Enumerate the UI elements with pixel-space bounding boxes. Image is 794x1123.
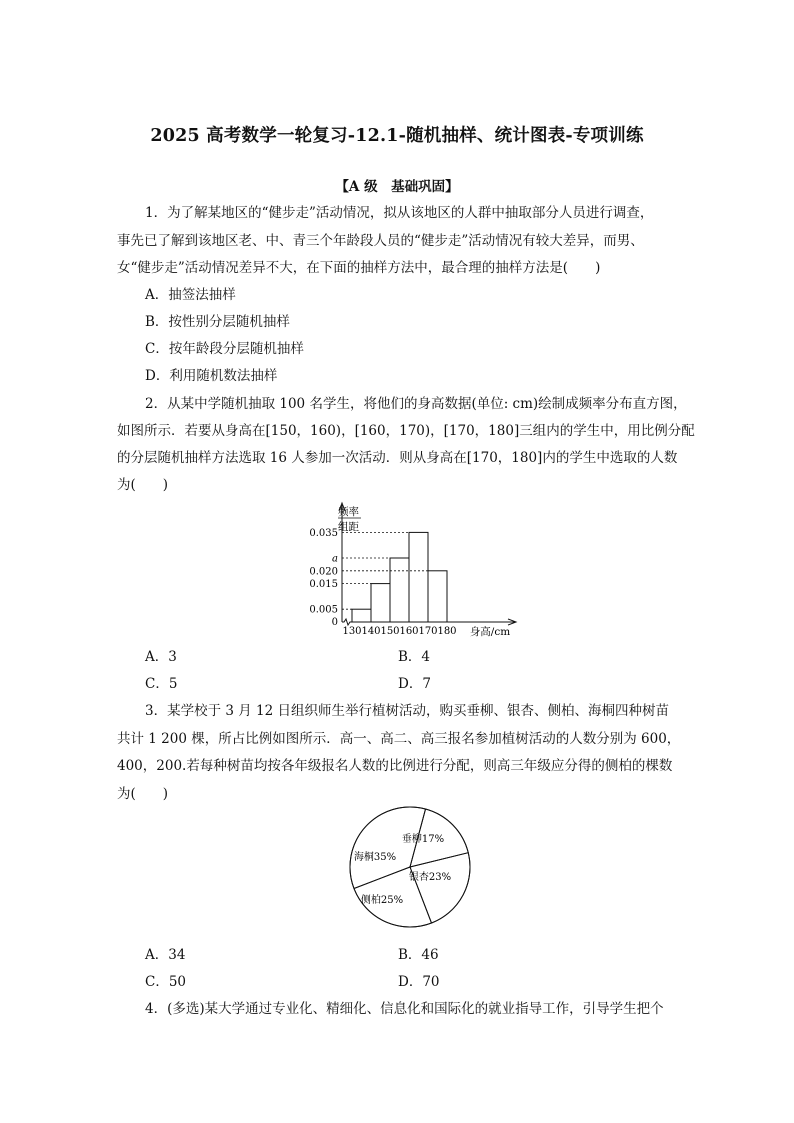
q3-option-d: D．70 — [398, 974, 440, 990]
q2-option-d: D．7 — [398, 676, 431, 692]
q4-line-1: 4．(多选)某大学通过专业化、精细化、信息化和国际化的就业指导工作，引导学生把个 — [145, 1001, 664, 1017]
y-axis-label-bottom: 组距 — [338, 521, 359, 533]
pie-label-银杏: 银杏23% — [408, 872, 452, 883]
q2-line-2: 如图所示．若要从身高在[150，160)，[160，170)，[170，180]三组内的学生中，用比例分配 — [117, 423, 695, 439]
y-tick-label-0.020: 0.020 — [309, 566, 338, 578]
pie-label-垂柳: 垂柳17% — [401, 834, 445, 845]
q2-line-4: 为( ) — [117, 477, 169, 493]
y-tick-label-0.035: 0.035 — [309, 527, 338, 539]
x-tick-label-160: 160 — [399, 626, 419, 637]
axis-break — [342, 619, 352, 625]
y-tick-label-0.005: 0.005 — [309, 604, 338, 616]
q1-option-c: C．按年龄段分层随机抽样 — [145, 341, 304, 357]
q2-option-a: A．3 — [145, 649, 177, 665]
section-title: 【A 级 基础巩固】 — [335, 179, 459, 195]
q3-line-3: 400，200.若每种树苗均按各年级报名人数的比例进行分配，则高三年级应分得的侧柏的棵数 — [117, 758, 673, 774]
q3-option-a: A．34 — [145, 947, 186, 963]
q1-line-3: 女“健步走”活动情况差异不大，在下面的抽样方法中，最合理的抽样方法是( ) — [117, 260, 601, 276]
q2-option-b: B．4 — [398, 649, 431, 665]
x-tick-label-140: 140 — [361, 626, 381, 637]
q1-line-2: 事先已了解到该地区老、中、青三个年龄段人员的“健步走”活动情况有较大差异，而男、 — [117, 233, 644, 249]
q3-option-b: B．46 — [398, 947, 439, 963]
x-tick-label-130: 130 — [342, 626, 362, 637]
q2-line-1: 2．从某中学随机抽取 100 名学生，将他们的身高数据(单位: cm)绘制成频率分布直方图， — [145, 396, 687, 412]
q3-line-4: 为( ) — [117, 786, 169, 802]
histogram-bar-140 — [371, 584, 390, 622]
histogram-bar-170 — [428, 571, 447, 622]
q2-option-c: C．5 — [145, 676, 178, 692]
q1-option-a: A．抽签法抽样 — [145, 287, 236, 303]
x-tick-label-170: 170 — [418, 626, 438, 637]
x-tick-label-150: 150 — [380, 626, 400, 637]
q3-line-2: 共计 1 200 棵，所占比例如图所示．高一、高二、高三报名参加植树活动的人数分别为 600， — [117, 731, 681, 747]
y-axis-label-top: 频率 — [338, 506, 359, 518]
pie-label-海桐: 海桐35% — [353, 852, 397, 863]
pie-label-侧柏: 侧柏25% — [360, 895, 404, 906]
y-tick-label-a: a — [332, 553, 338, 565]
x-axis-label: 身高/cm — [469, 626, 511, 638]
histogram-bar-150 — [390, 558, 409, 622]
y-tick-label-0.015: 0.015 — [309, 579, 338, 591]
x-tick-label-180: 180 — [437, 626, 457, 637]
q1-line-1: 1．为了解某地区的“健步走”活动情况，拟从该地区的人群中抽取部分人员进行调查， — [145, 205, 654, 221]
q1-option-d: D．利用随机数法抽样 — [145, 368, 278, 384]
q3-option-c: C．50 — [145, 974, 187, 990]
pie-chart — [345, 800, 475, 935]
y-tick-label-0: 0 — [331, 617, 338, 628]
q3-line-1: 3．某学校于 3 月 12 日组织师生举行植树活动，购买垂柳、银杏、侧柏、海桐四种树苗 — [145, 703, 670, 719]
q2-line-3: 的分层随机抽样方法选取 16 人参加一次活动．则从身高在[170，180]内的学生中选取的人数 — [117, 450, 678, 466]
histogram-chart — [290, 495, 530, 645]
histogram-bar-160 — [409, 532, 428, 622]
q1-option-b: B．按性别分层随机抽样 — [145, 314, 290, 330]
histogram-bar-130 — [352, 609, 371, 622]
page-title: 2025 高考数学一轮复习-12.1-随机抽样、统计图表-专项训练 — [150, 126, 644, 146]
